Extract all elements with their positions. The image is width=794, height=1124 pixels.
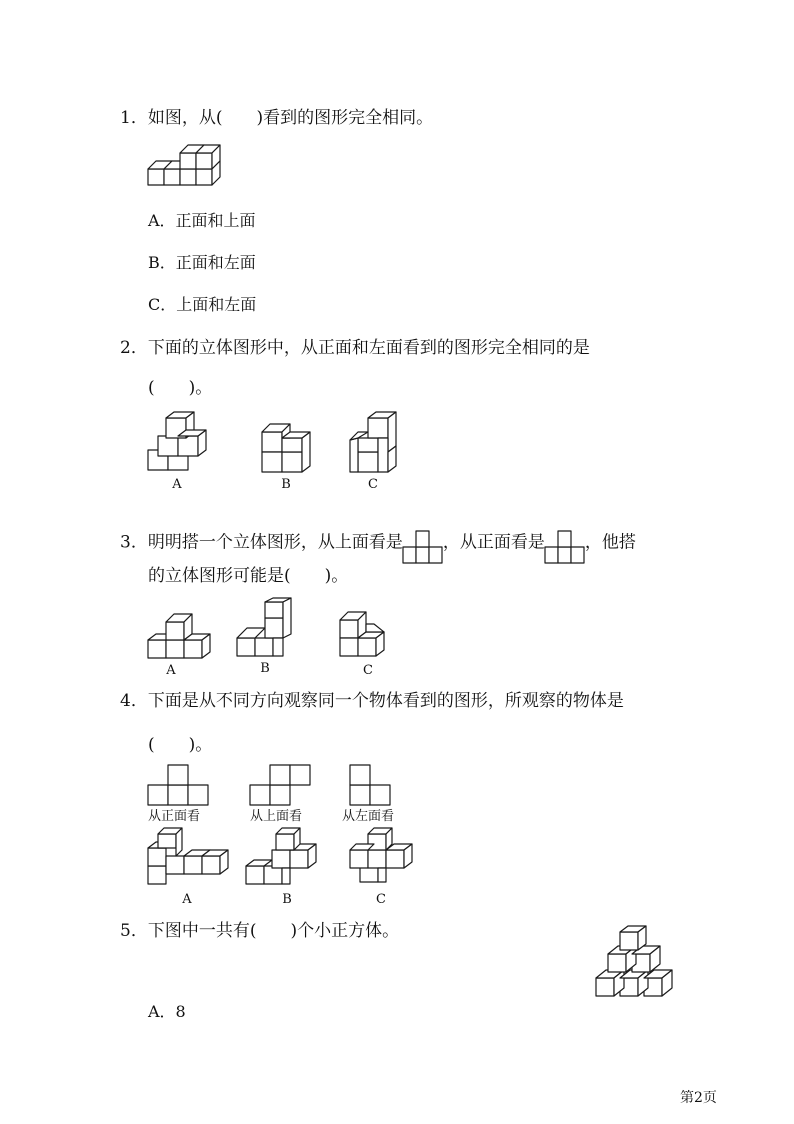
question-3-line2: 的立体图形可能是( )。 bbox=[148, 566, 349, 586]
q4-front-view-shape bbox=[148, 763, 210, 807]
q3-front-view-shape bbox=[545, 529, 585, 565]
question-2-number: 2． bbox=[120, 338, 148, 358]
question-3-number: 3． bbox=[120, 532, 148, 553]
question-1-text: 如图，从( )看到的图形完全相同。 bbox=[147, 108, 434, 128]
q4-view-caption-top: 从上面看 bbox=[250, 809, 303, 824]
question-5-text: 下图中一共有( )个小正方体。 bbox=[147, 921, 400, 941]
question-5 bbox=[120, 923, 399, 940]
q1-option-c: C．上面和左面 bbox=[148, 295, 257, 314]
question-3 bbox=[120, 525, 636, 561]
q1-option-a: A．正面和上面 bbox=[148, 211, 256, 230]
question-2 bbox=[120, 340, 590, 357]
question-5-number: 5． bbox=[120, 921, 148, 941]
q2-figure-b bbox=[260, 410, 325, 475]
q3-figure-c bbox=[340, 602, 405, 662]
q2-caption-b: B bbox=[281, 477, 291, 492]
q1-cube-stack-figure bbox=[148, 145, 218, 195]
q4-figure-c bbox=[350, 826, 425, 888]
q3-figure-b bbox=[235, 598, 300, 660]
q4-view-caption-front: 从正面看 bbox=[148, 809, 201, 824]
question-3-part2: ，从正面看是 bbox=[442, 532, 545, 553]
q4-caption-b: B bbox=[282, 892, 292, 907]
q3-caption-a: A bbox=[166, 663, 176, 678]
q4-caption-c: C bbox=[376, 892, 386, 907]
q3-figure-a bbox=[148, 604, 213, 664]
question-3-part3: ，他搭 bbox=[584, 532, 636, 553]
question-4 bbox=[120, 693, 624, 710]
q4-figure-b bbox=[246, 828, 326, 890]
question-4-line2: ( )。 bbox=[148, 735, 213, 755]
question-2-line2: ( )。 bbox=[148, 378, 213, 398]
q2-figure-c bbox=[348, 410, 413, 475]
q4-figure-a bbox=[148, 828, 228, 890]
q5-cube-pyramid-figure bbox=[594, 924, 678, 1000]
q2-caption-a: A bbox=[172, 477, 182, 492]
q4-top-view-shape bbox=[250, 763, 312, 807]
question-1 bbox=[120, 110, 433, 127]
q4-view-caption-left: 从左面看 bbox=[342, 809, 395, 824]
q2-caption-c: C bbox=[368, 477, 378, 492]
question-1-number: 1． bbox=[120, 108, 148, 128]
q3-caption-b: B bbox=[260, 661, 270, 676]
q3-caption-c: C bbox=[363, 663, 373, 678]
question-4-number: 4． bbox=[120, 691, 148, 711]
question-3-part1: 明明搭一个立体图形，从上面看是 bbox=[147, 532, 403, 553]
q3-top-view-shape bbox=[403, 529, 443, 565]
q4-left-view-shape bbox=[350, 763, 392, 807]
question-2-line1: 下面的立体图形中，从正面和左面看到的图形完全相同的是 bbox=[147, 338, 590, 358]
q1-option-b: B．正面和左面 bbox=[148, 253, 256, 272]
q5-option-a: A．8 bbox=[148, 1002, 186, 1021]
q2-figure-a bbox=[148, 410, 213, 475]
page-number: 第2页 bbox=[680, 1090, 717, 1106]
q4-caption-a: A bbox=[182, 892, 192, 907]
question-4-line1: 下面是从不同方向观察同一个物体看到的图形，所观察的物体是 bbox=[147, 691, 624, 711]
